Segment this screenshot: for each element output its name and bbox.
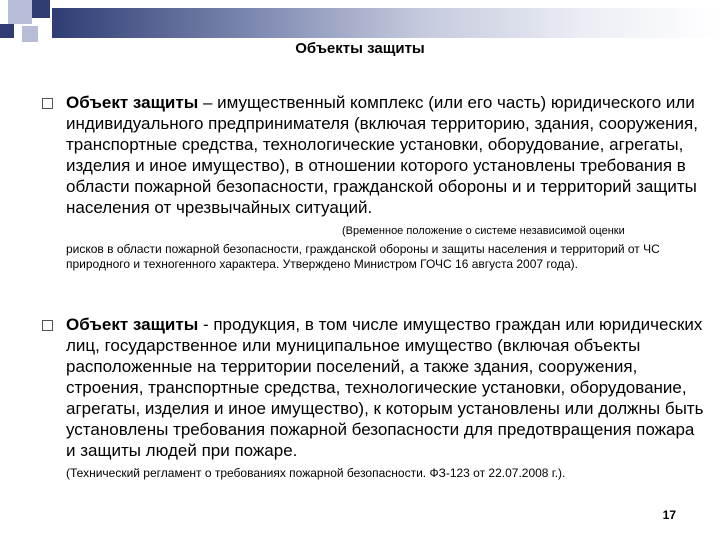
definition-term: Объект защиты [66,93,199,112]
bullet-icon [42,98,53,109]
definition-text: - продукция, в том числе имущество граждан или юридических лиц, государственное или муниципальное имущество (включая объекты расположенные на территории поселений, а также здания, сооружения, строения, транспортные средства, технологические установки, оборудование, агрегаты, изделия и иное имущество), к которым установлены или должны быть установлены требования пожарной безопасности для предотвращения пожара и защиты людей при пожаре. [66,315,704,460]
header-gradient-bar [52,8,720,38]
corner-square-2 [32,0,50,18]
corner-square-3 [0,24,14,38]
corner-square-1 [8,0,32,24]
definition-paragraph-1 [66,92,706,218]
source-citation-lead: (Временное положение о системе независимой оценки [342,225,625,237]
definition-term: Объект защиты [66,315,199,334]
definition-paragraph-2 [66,314,706,461]
source-citation-1: рисков в области пожарной безопасности, гражданской обороны и защиты населения и территорий от ЧС природного и техногенного характера. Утверждено Министром ГОЧС 16 августа 2007 года). [66,242,660,271]
page-number: 17 [662,508,676,522]
definition-text: – имущественный комплекс (или его часть) юридического или индивидуального предпринимателя (включая территорию, здания, сооружения, транспортные средства, технологические установки, оборудование, агрегаты, изделия и иное имущество), в отношении которого установлены требования в области пожарной безопасности, гражданской обороны и и территорий защиты населения от чрезвычайных ситуаций. [66,93,698,217]
bullet-icon [42,320,53,331]
page-title: Объекты защиты [295,40,425,57]
source-citation-2: (Технический регламент о требованиях пожарной безопасности. ФЗ-123 от 22.07.2008 г.). [66,466,566,480]
